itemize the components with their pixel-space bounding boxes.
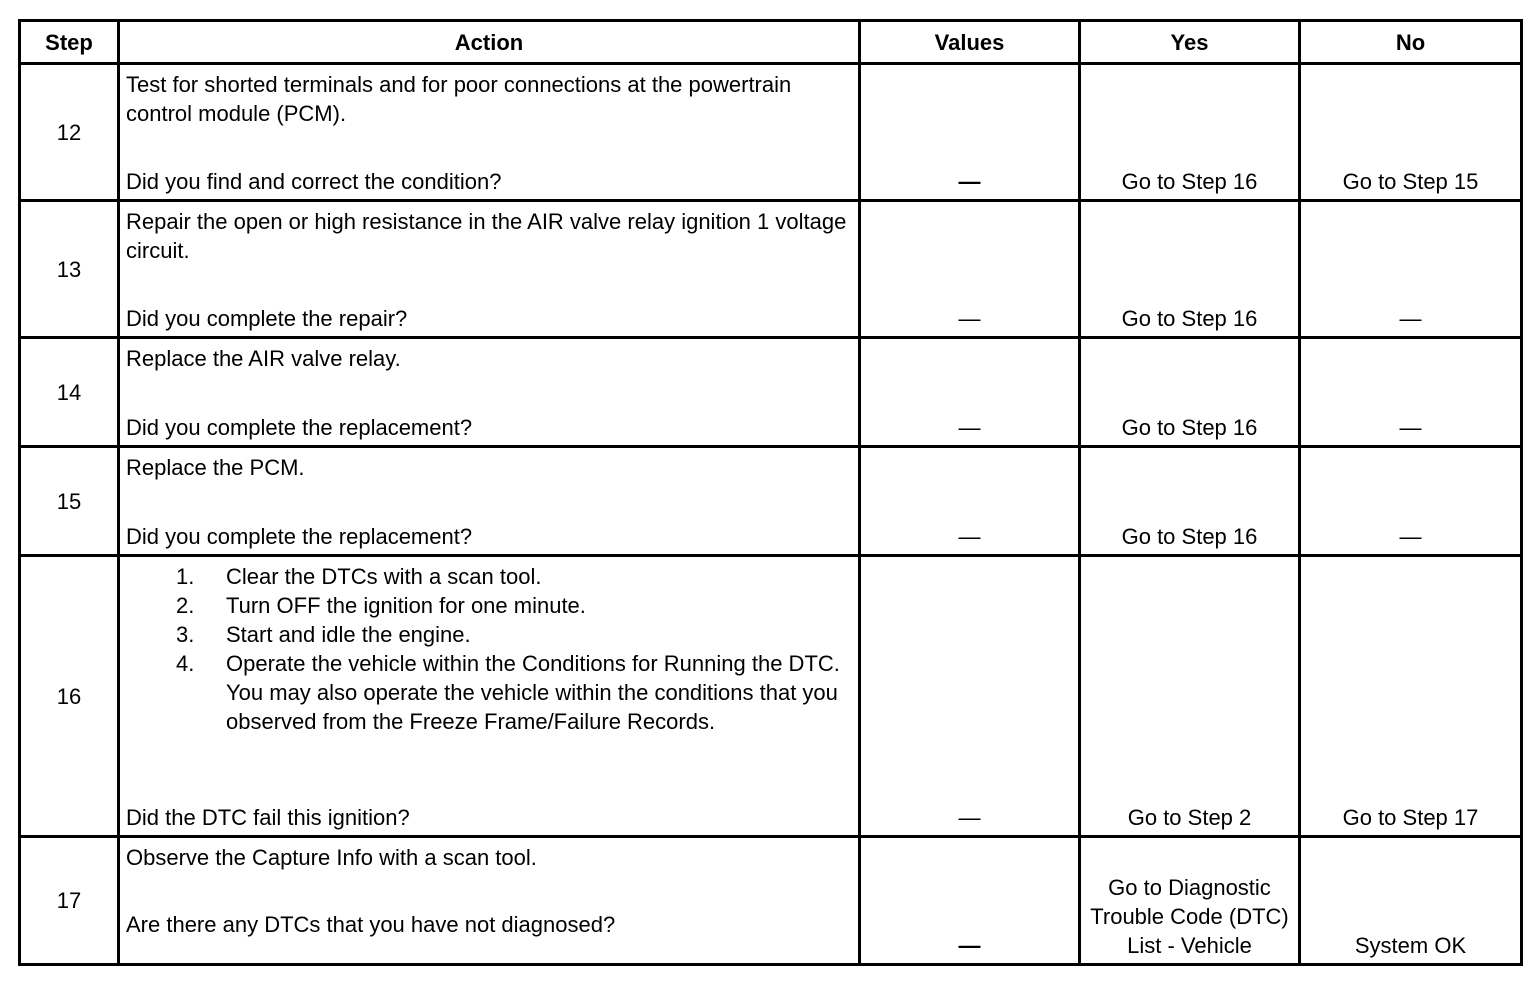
substep-number: 3. xyxy=(176,622,195,647)
values-cell: — xyxy=(860,556,1080,837)
no-cell: — xyxy=(1300,201,1522,338)
list-item xyxy=(126,562,850,591)
step-number: 17 xyxy=(20,837,119,965)
substep-number: 1. xyxy=(176,564,195,589)
action-text: Replace the AIR valve relay. xyxy=(126,346,401,371)
no-cell: — xyxy=(1300,338,1522,447)
values-cell: — xyxy=(860,338,1080,447)
yes-cell: Go to Step 16 xyxy=(1080,338,1300,447)
no-cell: Go to Step 15 xyxy=(1300,64,1522,201)
step-number: 12 xyxy=(20,64,119,201)
substep-text: Operate the vehicle within the Conditions for Running the DTC. You may also operate the vehicle within the conditions that you observed from the Freeze Frame/Failure Records. xyxy=(226,651,840,734)
yes-cell: Go to Step 2 xyxy=(1080,556,1300,837)
table-row xyxy=(20,447,1522,556)
action-question: Are there any DTCs that you have not diagnosed? xyxy=(126,912,616,937)
header-no: No xyxy=(1300,21,1522,64)
substep-text: Clear the DTCs with a scan tool. xyxy=(226,564,542,589)
action-text: Observe the Capture Info with a scan tool. xyxy=(126,845,537,870)
action-question: Did you complete the replacement? xyxy=(126,415,473,440)
no-cell: Go to Step 17 xyxy=(1300,556,1522,837)
list-item xyxy=(126,591,850,620)
yes-cell: Go to Step 16 xyxy=(1080,447,1300,556)
no-cell: System OK xyxy=(1300,837,1522,965)
header-values: Values xyxy=(860,21,1080,64)
action-cell xyxy=(119,837,860,965)
values-cell: — xyxy=(860,447,1080,556)
action-text: Repair the open or high resistance in the AIR valve relay ignition 1 voltage circuit. xyxy=(126,209,847,263)
header-row xyxy=(20,21,1522,64)
table-row xyxy=(20,64,1522,201)
table-row xyxy=(20,837,1522,965)
header-yes: Yes xyxy=(1080,21,1300,64)
action-cell xyxy=(119,201,860,338)
yes-cell: Go to Step 16 xyxy=(1080,201,1300,338)
table-row xyxy=(20,338,1522,447)
header-action: Action xyxy=(119,21,860,64)
action-cell xyxy=(119,447,860,556)
values-cell: — xyxy=(860,837,1080,965)
list-item xyxy=(126,649,850,736)
substep-number: 4. xyxy=(176,651,195,676)
step-number: 15 xyxy=(20,447,119,556)
step-number: 14 xyxy=(20,338,119,447)
header-step: Step xyxy=(20,21,119,64)
action-question: Did you find and correct the condition? xyxy=(126,169,502,194)
yes-cell: Go to Step 16 xyxy=(1080,64,1300,201)
action-cell xyxy=(119,556,860,837)
action-text: Test for shorted terminals and for poor connections at the powertrain control module (PCM). xyxy=(126,72,792,126)
action-question: Did you complete the replacement? xyxy=(126,524,473,549)
values-cell: — xyxy=(860,201,1080,338)
step-number: 13 xyxy=(20,201,119,338)
substep-number: 2. xyxy=(176,593,195,618)
action-question: Did the DTC fail this ignition? xyxy=(126,805,410,830)
list-item xyxy=(126,620,850,649)
values-cell: — xyxy=(860,64,1080,201)
action-cell xyxy=(119,64,860,201)
no-cell: — xyxy=(1300,447,1522,556)
action-text: Replace the PCM. xyxy=(126,455,305,480)
yes-cell: Go to Diagnostic Trouble Code (DTC) List - Vehicle xyxy=(1080,837,1300,965)
substep-text: Start and idle the engine. xyxy=(226,622,471,647)
action-cell xyxy=(119,338,860,447)
action-question: Did you complete the repair? xyxy=(126,306,408,331)
table-row xyxy=(20,556,1522,837)
step-number: 16 xyxy=(20,556,119,837)
substep-text: Turn OFF the ignition for one minute. xyxy=(226,593,586,618)
table-row xyxy=(20,201,1522,338)
substep-list xyxy=(126,562,850,736)
diagnostic-table xyxy=(18,19,1523,966)
